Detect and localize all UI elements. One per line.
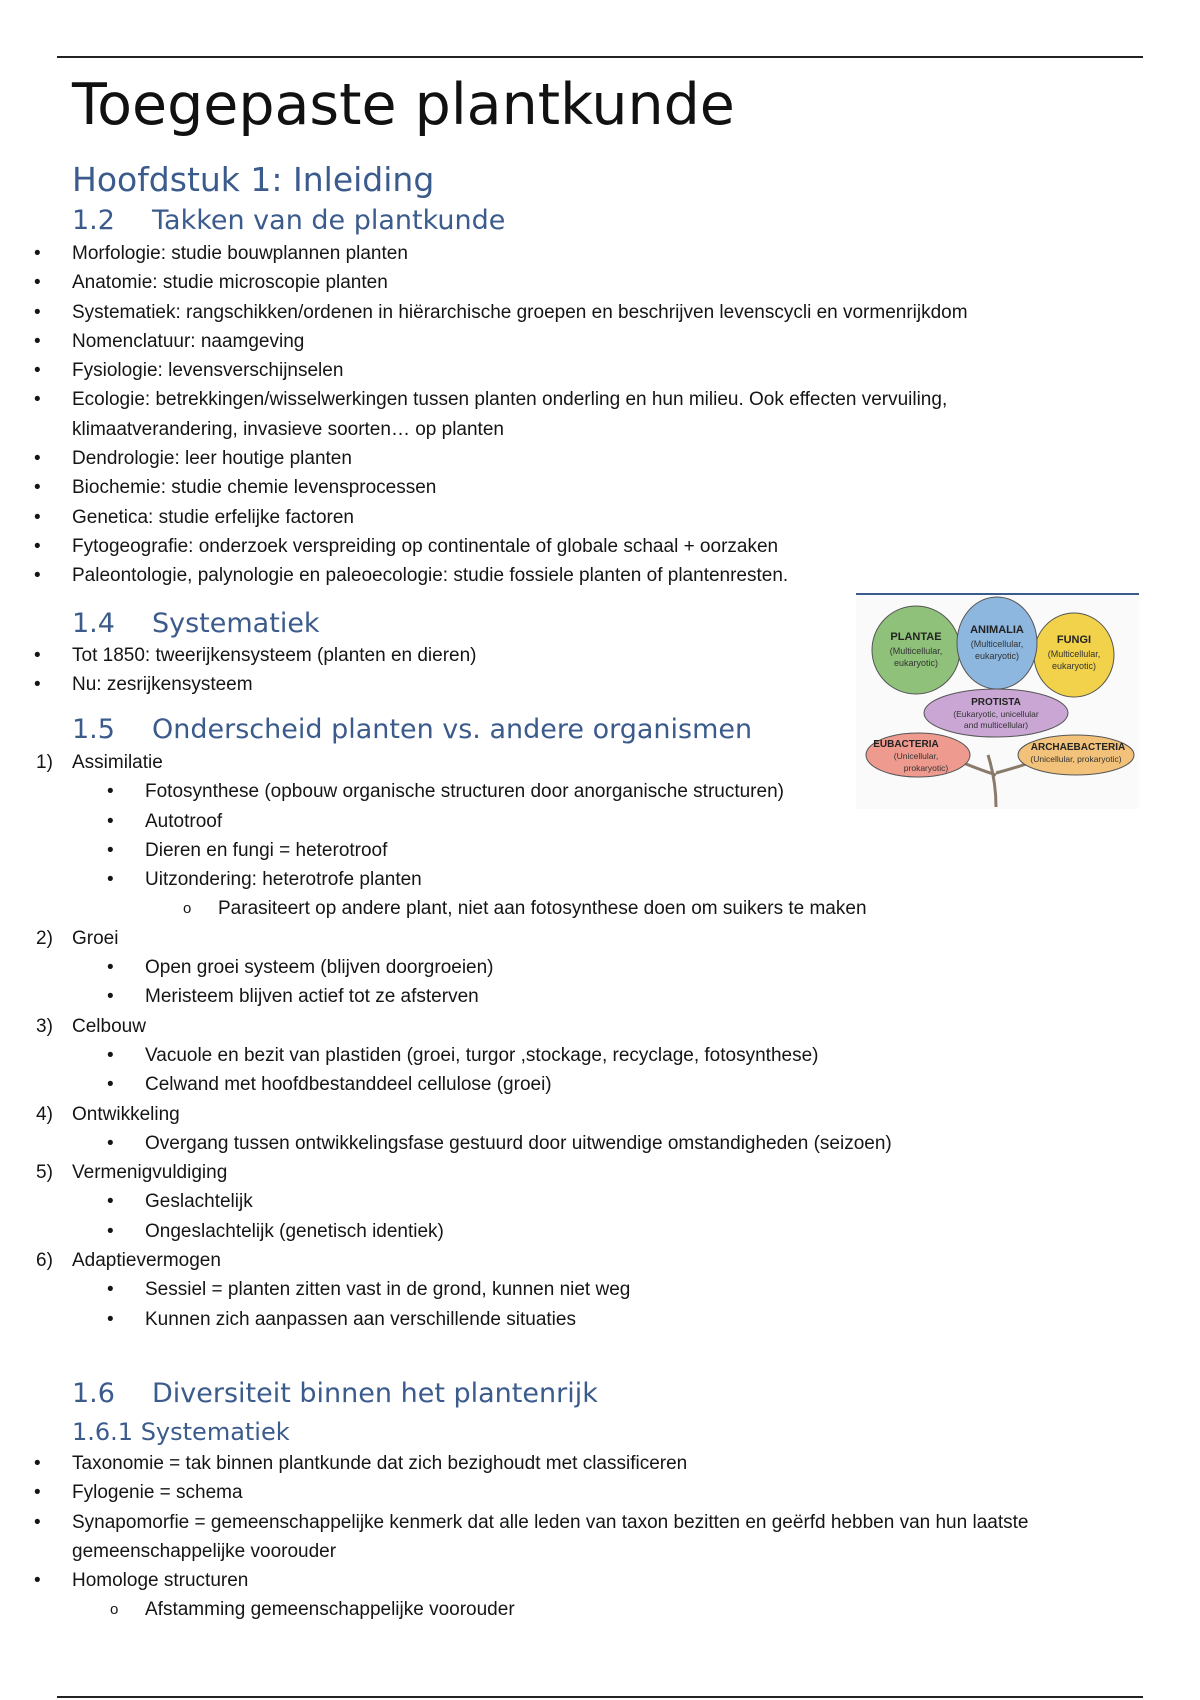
protista-line2: and multicellular) bbox=[963, 720, 1029, 730]
list-item: • Geslachtelijk bbox=[0, 1187, 1140, 1216]
section-title: Diversiteit binnen het plantenrijk bbox=[152, 1378, 598, 1409]
list-item: • Dendrologie: leer houtige planten bbox=[0, 444, 1132, 473]
six-kingdoms-figure bbox=[856, 593, 1139, 809]
list-item bbox=[0, 924, 1140, 953]
section-number: 1.2 bbox=[72, 205, 115, 236]
eubacteria-name: EUBACTERIA bbox=[873, 739, 939, 750]
item-number: 3) bbox=[36, 1015, 53, 1037]
list-item: • Ecologie: betrekkingen/wisselwerkingen tussen planten onderling en hun milieu. Ook effecten vervuiling, klimaatverandering, invasieve soorten… op planten bbox=[0, 385, 1102, 444]
section-number: 1.4 bbox=[72, 608, 115, 639]
item-number: 5) bbox=[36, 1162, 53, 1184]
eubacteria-line2: prokaryotic) bbox=[903, 763, 949, 773]
section-1-6-1-heading: 1.6.1 Systematiek bbox=[72, 1418, 290, 1446]
list-item: • Open groei systeem (blijven doorgroeien) bbox=[0, 953, 1140, 982]
item-number: 6) bbox=[36, 1250, 53, 1272]
item-number: 2) bbox=[36, 927, 53, 949]
item-label: Ontwikkeling bbox=[72, 1103, 180, 1125]
list-item bbox=[0, 1158, 1140, 1187]
item-label: Assimilatie bbox=[72, 752, 163, 773]
item-number: 4) bbox=[36, 1103, 53, 1125]
list-item bbox=[0, 1012, 1140, 1041]
list-item: • Nu: zesrijkensysteem bbox=[0, 670, 780, 699]
list-item: • Biochemie: studie chemie levensprocessen bbox=[0, 473, 1132, 502]
item-label: Adaptievermogen bbox=[72, 1250, 221, 1272]
list-item: • Systematiek: rangschikken/ordenen in hiërarchische groepen en beschrijven levenscycli en vormenrijkdom bbox=[0, 298, 1132, 327]
fungi-name: FUNGI bbox=[1056, 634, 1092, 646]
list-item: o Parasiteert op andere plant, niet aan fotosynthese doen om suikers te maken bbox=[0, 894, 1140, 923]
section-number: 1.6 bbox=[72, 1378, 115, 1409]
fungi-line2: eukaryotic) bbox=[1051, 661, 1097, 671]
document-title: Toegepaste plantkunde bbox=[72, 72, 735, 138]
section-number: 1.5 bbox=[72, 714, 115, 745]
archaebacteria-name: ARCHAEBACTERIA bbox=[1030, 742, 1126, 753]
list-item: • Morfologie: studie bouwplannen planten bbox=[0, 239, 1132, 268]
item-label: Celbouw bbox=[72, 1015, 146, 1037]
distinction-list bbox=[0, 748, 1140, 1334]
list-item: • Dieren en fungi = heterotroof bbox=[0, 836, 1140, 865]
list-item: • Fylogenie = schema bbox=[0, 1478, 1140, 1507]
animalia-line1: (Multicellular, bbox=[970, 639, 1024, 649]
section-1-6-heading bbox=[72, 1377, 598, 1411]
section-1-4-heading bbox=[72, 607, 320, 641]
list-item: • Anatomie: studie microscopie planten bbox=[0, 268, 1132, 297]
list-item: • Homologe structuren bbox=[0, 1566, 1140, 1595]
protista-line1: (Eukaryotic, unicellular bbox=[953, 709, 1039, 719]
branches-list bbox=[72, 239, 1132, 591]
eubacteria-line1: (Unicellular, bbox=[893, 751, 939, 761]
list-item bbox=[0, 1100, 1140, 1129]
archaebacteria-line1: (Unicellular, prokaryotic) bbox=[1030, 754, 1122, 764]
list-item: • Nomenclatuur: naamgeving bbox=[0, 327, 1132, 356]
section-title: Takken van de plantkunde bbox=[152, 205, 506, 236]
list-item: • Fysiologie: levensverschijnselen bbox=[0, 356, 1132, 385]
section-1-5-heading bbox=[72, 713, 752, 747]
animalia-name: ANIMALIA bbox=[970, 624, 1024, 636]
item-label: Vermenigvuldiging bbox=[72, 1162, 228, 1184]
list-item: • Vacuole en bezit van plastiden (groei, turgor ,stockage, recyclage, fotosynthese) bbox=[0, 1041, 1140, 1070]
kingdoms-diagram bbox=[856, 595, 1139, 809]
list-item: • Kunnen zich aanpassen aan verschillende situaties bbox=[0, 1305, 1140, 1334]
list-item: • Tot 1850: tweerijkensysteem (planten en dieren) bbox=[0, 641, 780, 670]
systematiek-detail-list bbox=[0, 1449, 1140, 1625]
section-1-2-heading bbox=[72, 204, 505, 238]
list-item: • Paleontologie, palynologie en paleoecologie: studie fossiele planten of plantenresten. bbox=[0, 561, 1132, 590]
systematiek-list bbox=[0, 641, 780, 700]
chapter-heading: Hoofdstuk 1: Inleiding bbox=[72, 160, 435, 199]
list-item: • Taxonomie = tak binnen plantkunde dat zich bezighoudt met classificeren bbox=[0, 1449, 1140, 1478]
list-item: • Celwand met hoofdbestanddeel cellulose (groei) bbox=[0, 1070, 1140, 1099]
item-label: Groei bbox=[72, 927, 119, 949]
list-item: • Synapomorfie = gemeenschappelijke kenmerk dat alle leden van taxon bezitten en geërfd hebben van hun laatste gemeenschappelijke voorouder bbox=[0, 1508, 1102, 1567]
fungi-line1: (Multicellular, bbox=[1047, 649, 1101, 659]
list-item: • Meristeem blijven actief tot ze afsterven bbox=[0, 982, 1140, 1011]
list-item: • Fotosynthese (opbouw organische structuren door anorganische structuren) bbox=[0, 777, 805, 806]
plantae-line2: eukaryotic) bbox=[893, 658, 939, 668]
list-item: • Fytogeografie: onderzoek verspreiding op continentale of globale schaal + oorzaken bbox=[0, 532, 1132, 561]
section-title: Systematiek bbox=[152, 608, 320, 639]
list-item: • Genetica: studie erfelijke factoren bbox=[0, 503, 1132, 532]
plantae-name: PLANTAE bbox=[890, 631, 942, 643]
section-title: Onderscheid planten vs. andere organismen bbox=[152, 714, 753, 745]
list-item: • Uitzondering: heterotrofe planten bbox=[0, 865, 1140, 894]
protista-name: PROTISTA bbox=[971, 697, 1021, 708]
bottom-rule bbox=[57, 1696, 1143, 1698]
list-item: • Ongeslachtelijk (genetisch identiek) bbox=[0, 1217, 1140, 1246]
list-item: o Afstamming gemeenschappelijke voorouder bbox=[0, 1595, 1140, 1624]
list-item: • Autotroof bbox=[0, 807, 1140, 836]
top-rule bbox=[57, 56, 1143, 58]
list-item: • Sessiel = planten zitten vast in de grond, kunnen niet weg bbox=[0, 1275, 1140, 1304]
list-item bbox=[0, 1246, 1140, 1275]
animalia-line2: eukaryotic) bbox=[974, 651, 1020, 661]
item-number: 1) bbox=[36, 752, 53, 773]
plantae-line1: (Multicellular, bbox=[889, 646, 943, 656]
list-item: • Overgang tussen ontwikkelingsfase gestuurd door uitwendige omstandigheden (seizoen) bbox=[0, 1129, 1140, 1158]
